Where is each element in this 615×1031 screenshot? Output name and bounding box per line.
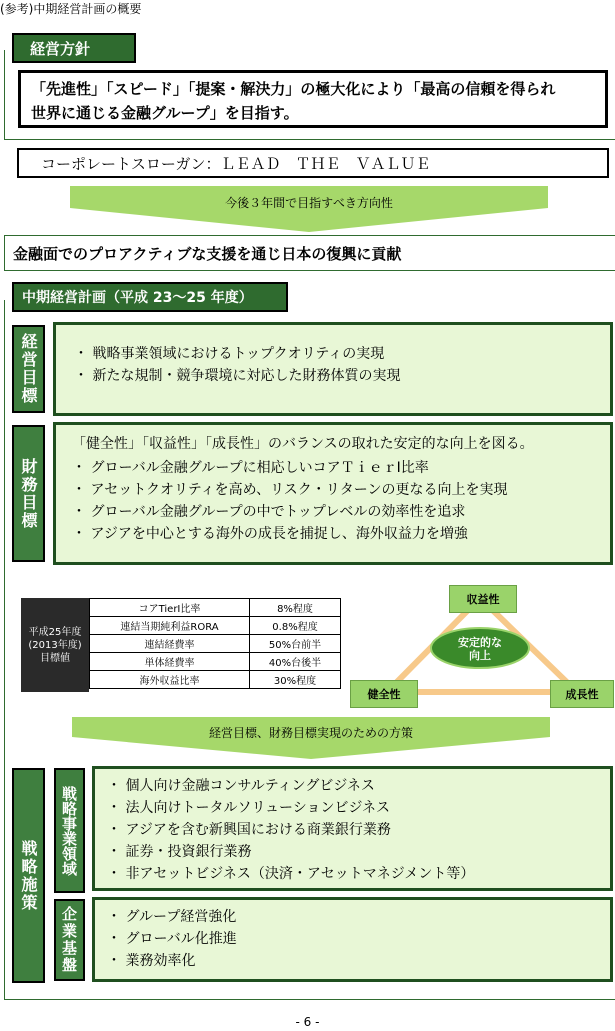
kpi-table (89, 598, 341, 689)
corporate-base-item: ・ グループ経営強化 (107, 909, 237, 925)
table-row (90, 671, 341, 689)
corporate-slogan (17, 148, 609, 178)
mgmt-goals-label: 経営目標 (12, 325, 45, 413)
node-growth: 成長性 (550, 680, 614, 708)
fin-goals-box (53, 422, 613, 565)
fin-goal-item: ・ グローバル金融グループに相応しいコアＴｉｅｒⅠ比率 (72, 460, 429, 476)
table-row (90, 599, 341, 617)
corporate-base-label: 企業基盤 (54, 899, 85, 981)
center-label-line: 向上 (469, 649, 491, 662)
kpi-header-line: (2013年度) (28, 639, 82, 651)
kpi-name: コアTierⅠ比率 (90, 599, 250, 617)
kpi-header-line: 目標値 (40, 652, 70, 664)
kpi-name: 単体経費率 (90, 653, 250, 671)
mgmt-goal-item: ・ 戦略事業領域におけるトップクオリティの実現 (74, 346, 385, 362)
kpi-value: 8%程度 (250, 599, 341, 617)
strategic-areas-label: 戦略事業領域 (54, 768, 85, 893)
corporate-base-box (92, 897, 613, 982)
strategy-label: 戦略施策 (12, 768, 45, 983)
fin-goal-item: ・ アセットクオリティを高め、リスク・リターンの更なる向上を実現 (72, 482, 508, 498)
direction-box (4, 235, 615, 271)
direction-text: 金融面でのプロアクティブな支援を通じ日本の復興に貢献 (13, 244, 402, 263)
kpi-header-line: 平成25年度 (28, 626, 82, 638)
center-label (440, 636, 520, 662)
kpi-value: 40%台後半 (250, 653, 341, 671)
table-row (90, 635, 341, 653)
corporate-base-item: ・ グローバル化推進 (107, 931, 237, 947)
node-soundness: 健全性 (350, 680, 418, 708)
table-row (90, 617, 341, 635)
strategic-area-item: ・ 個人向け金融コンサルティングビジネス (107, 778, 375, 794)
policy-statement (18, 70, 608, 128)
table-row (90, 653, 341, 671)
policy-statement-line2: 世界に通じる金融グループ」を目指す。 (31, 104, 299, 122)
mgmt-goal-item: ・ 新たな規制・競争環境に対応した財務体質の実現 (74, 368, 401, 384)
strategic-area-item: ・ 法人向けトータルソリューションビジネス (107, 800, 391, 816)
strategic-area-item: ・ アジアを含む新興国における商業銀行業務 (107, 822, 391, 838)
mgmt-goals-box (53, 322, 613, 416)
node-profitability: 収益性 (449, 585, 517, 613)
fin-goals-lead: 「健全性」「収益性」「成長性」のバランスの取れた安定的な向上を図る。 (72, 436, 534, 452)
down-arrow-banner-2-label: 経営目標、財務目標実現のための方策 (208, 726, 413, 740)
kpi-value: 30%程度 (250, 671, 341, 689)
policy-statement-line1: 「先進性」「スピード」「提案・解決力」の極大化により「最高の信頼を得られ (31, 80, 556, 98)
kpi-value: 50%台前半 (250, 635, 341, 653)
kpi-name: 連結経費率 (90, 635, 250, 653)
corporate-base-item: ・ 業務効率化 (107, 953, 196, 969)
plan-tab: 中期経営計画（平成 23～25 年度） (12, 282, 288, 312)
kpi-value: 0.8%程度 (250, 617, 341, 635)
strategic-area-item: ・ 証券・投資銀行業務 (107, 844, 252, 860)
kpi-header-cell (21, 598, 89, 692)
corporate-slogan-text: コーポレートスローガン：ＬＥＡＤ ＴＨＥ ＶＡＬＵＥ (41, 154, 431, 173)
page-title: (参考)中期経営計画の概要 (0, 2, 142, 16)
strategic-areas-box (92, 766, 613, 891)
fin-goals-label: 財務目標 (12, 425, 45, 562)
fin-goal-item: ・ グローバル金融グループの中でトップレベルの効率性を追求 (72, 504, 466, 520)
page-number: - 6 - (295, 1015, 320, 1029)
strategic-area-item: ・ 非アセットビジネス（決済・アセットマネジメント等） (107, 866, 475, 882)
kpi-name: 海外収益比率 (90, 671, 250, 689)
center-label-line: 安定的な (458, 636, 502, 649)
kpi-name: 連結当期純利益RORA (90, 617, 250, 635)
down-arrow-banner-1-label: 今後３年間で目指すべき方向性 (225, 196, 393, 210)
policy-tab: 経営方針 (12, 33, 136, 63)
fin-goal-item: ・ アジアを中心とする海外の成長を捕捉し、海外収益力を増強 (72, 526, 468, 542)
